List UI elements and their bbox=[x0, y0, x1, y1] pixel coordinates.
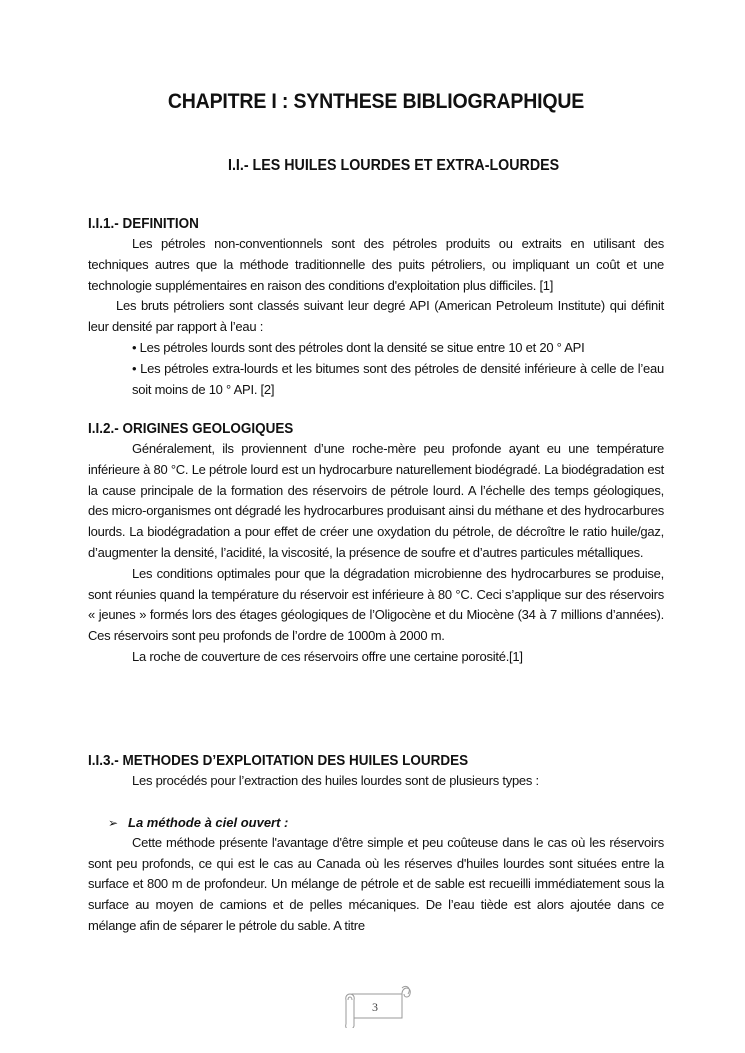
paragraph: La roche de couverture de ces réservoirs offre une certaine porosité.[1] bbox=[132, 648, 523, 664]
arrow-bullet-icon: ➢ bbox=[108, 815, 119, 830]
chapter-title: CHAPITRE I : SYNTHESE BIBLIOGRAPHIQUE bbox=[167, 90, 585, 113]
page-number: 3 bbox=[372, 1000, 378, 1014]
subsection-definition bbox=[88, 214, 664, 400]
bullet-item: • Les pétroles lourds sont des pétroles dont la densité se situe entre 10 et 20 ° API bbox=[132, 339, 585, 355]
method-title: La méthode à ciel ouvert : bbox=[128, 814, 289, 830]
paragraph: Cette méthode présente l'avantage d'être simple et peu coûteuse dans le cas où les réservoirs sont peu profonds, ce qui est le cas au Canada où les réserves d'huiles lourdes sont situées entre la surface et 800 m de profondeur. Un mélange de pétrole et de sable est recueilli immédiatement sous la surface au moyen de camions et de pelles mécaniques. De l’eau tiède est alors ajoutée dans ce mélange afin de séparer le pétrole du sable. A titre bbox=[88, 834, 664, 933]
subsection-origines bbox=[88, 419, 664, 668]
subsection-methodes bbox=[88, 751, 664, 937]
paragraph: Les pétroles non-conventionnels sont des pétroles produits ou extraits en utilisant des techniques autres que la méthode traditionnelle des puits pétroliers, ou impliquant un coût et une technologie supplémentaires en raison des conditions d'exploitation plus difficiles. [1] bbox=[88, 236, 664, 293]
paragraph: Les procédés pour l’extraction des huiles lourdes sont de plusieurs types : bbox=[132, 773, 539, 788]
subsection-heading: I.I.3.- METHODES D’EXPLOITATION DES HUILES LOURDES bbox=[88, 753, 469, 769]
paragraph: Les conditions optimales pour que la dégradation microbienne des hydrocarbures se produise, sont réunies quand la température du réservoir est inférieure à 80 °C. Ceci s’applique sur des réservoirs « jeunes » formés lors des étages géologiques de l’Oligocène et du Miocène (34 à 7 millions d’années). Ces réservoirs sont peu profonds de l’ordre de 1000m à 2000 m. bbox=[88, 565, 664, 644]
bullet-item: • Les pétroles extra-lourds et les bitumes sont des pétroles de densité inférieure à celle de l’eau soit moins de 10 ° API. [2] bbox=[132, 360, 664, 397]
subsection-heading: I.I.1.- DEFINITION bbox=[88, 216, 199, 232]
paragraph: Les bruts pétroliers sont classés suivant leur degré API (American Petroleum Institute) qui définit leur densité par rapport à l’eau : bbox=[88, 298, 664, 335]
paragraph: Généralement, ils proviennent d’une roche-mère peu profonde ayant eu une température inférieure à 80 °C. Le pétrole lourd est un hydrocarbure naturellement biodégradé. La biodégradation est la cause principale de la formation des réservoirs de pétrole lourd. A l’échelle des temps géologiques, des micro-organismes ont dégradé les hydrocarbures produisant ainsi du méthane et des hydrocarbures lourds. La biodégradation a pour effet de créer une oxydation du pétrole, de décroître le ratio huile/gaz, d’augmenter la densité, l’acidité, la viscosité, la présence de soufre et d’autres particules métalliques. bbox=[88, 441, 664, 560]
section-title: I.I.- LES HUILES LOURDES ET EXTRA-LOURDES bbox=[228, 157, 560, 174]
subsection-heading: I.I.2.- ORIGINES GEOLOGIQUES bbox=[88, 421, 294, 437]
method-heading bbox=[108, 813, 664, 833]
